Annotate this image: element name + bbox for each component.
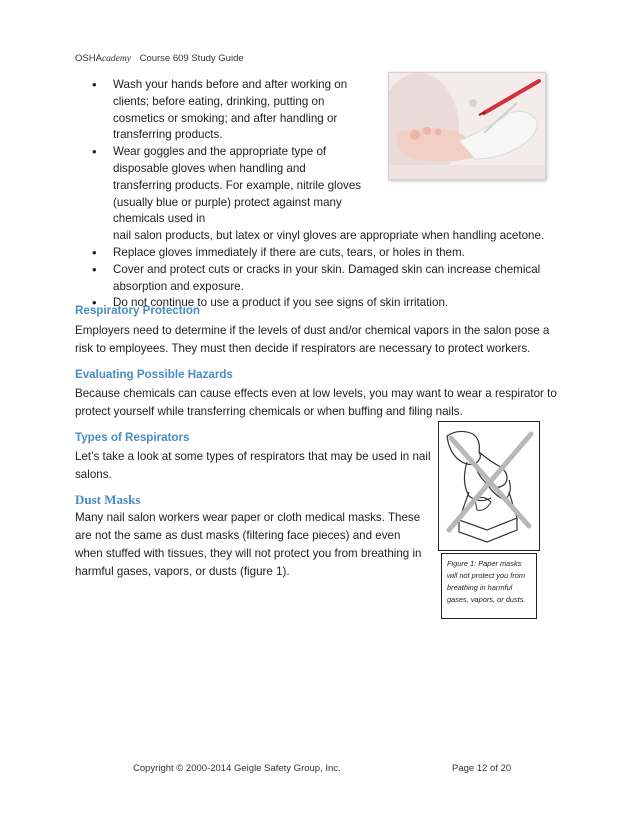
figure-caption: Figure 1: Paper masks will not protect you from breathing in harmful gases, vapors, or dusts. <box>441 553 537 619</box>
heading-respiratory-protection: Respiratory Protection <box>75 304 200 317</box>
brand-prefix: OSHA <box>75 53 102 64</box>
list-item-continuation: nail salon products, but latex or vinyl gloves are appropriate when handling acetone. <box>113 229 545 243</box>
brand-suffix: cademy <box>101 54 131 64</box>
footer-copyright: Copyright © 2000-2014 Geigle Safety Group, Inc. <box>133 763 341 774</box>
safety-bullet-list <box>92 77 543 312</box>
paragraph-evaluating-hazards: Because chemicals can cause effects even at low levels, you may want to wear a respirator to protect yourself while transferring chemicals or when buffing and filing nails. <box>75 387 557 418</box>
footer-page-number: Page 12 of 20 <box>452 763 512 774</box>
list-item: • Wash your hands before and after working on clients; before eating, drinking, putting on cosmetics or smoking; and after handling or transferring products. <box>92 77 363 144</box>
paper-mask-illustration <box>438 421 540 551</box>
paragraph-respiratory-protection: Employers need to determine if the levels of dust and/or chemical vapors in the salon pose a risk to employees. They must then decide if respirators are necessary to protect workers. <box>75 324 550 355</box>
course-title: Course 609 Study Guide <box>139 53 244 64</box>
heading-dust-masks: Dust Masks <box>75 492 141 507</box>
list-item: • Cover and protect cuts or cracks in your skin. Damaged skin can increase chemical absorption and exposure. <box>92 262 543 296</box>
list-item: • Do not continue to use a product if you see signs of skin irritation. <box>92 295 543 312</box>
paragraph-dust-masks: Many nail salon workers wear paper or cloth medical masks. These are not the same as dust masks (filtering face pieces) and even when stuffed with tissues, they will not protect you from breathing in harmful gases, vapors, or dusts (figure 1). <box>75 511 422 578</box>
heading-types-of-respirators: Types of Respirators <box>75 431 190 444</box>
page-header <box>75 53 244 64</box>
paragraph-types-of-respirators: Let’s take a look at some types of respirators that may be used in nail salons. <box>75 450 431 481</box>
list-item: • Replace gloves immediately if there are cuts, tears, or holes in them. <box>92 245 543 262</box>
heading-evaluating-hazards: Evaluating Possible Hazards <box>75 368 233 381</box>
list-item: • Wear goggles and the appropriate type of disposable gloves when handling and transferring products. For example, nitrile gloves (usually blue or purple) protect against many chemicals used in nail salon products, but latex or vinyl gloves are appropriate when handling acetone. <box>92 144 363 245</box>
